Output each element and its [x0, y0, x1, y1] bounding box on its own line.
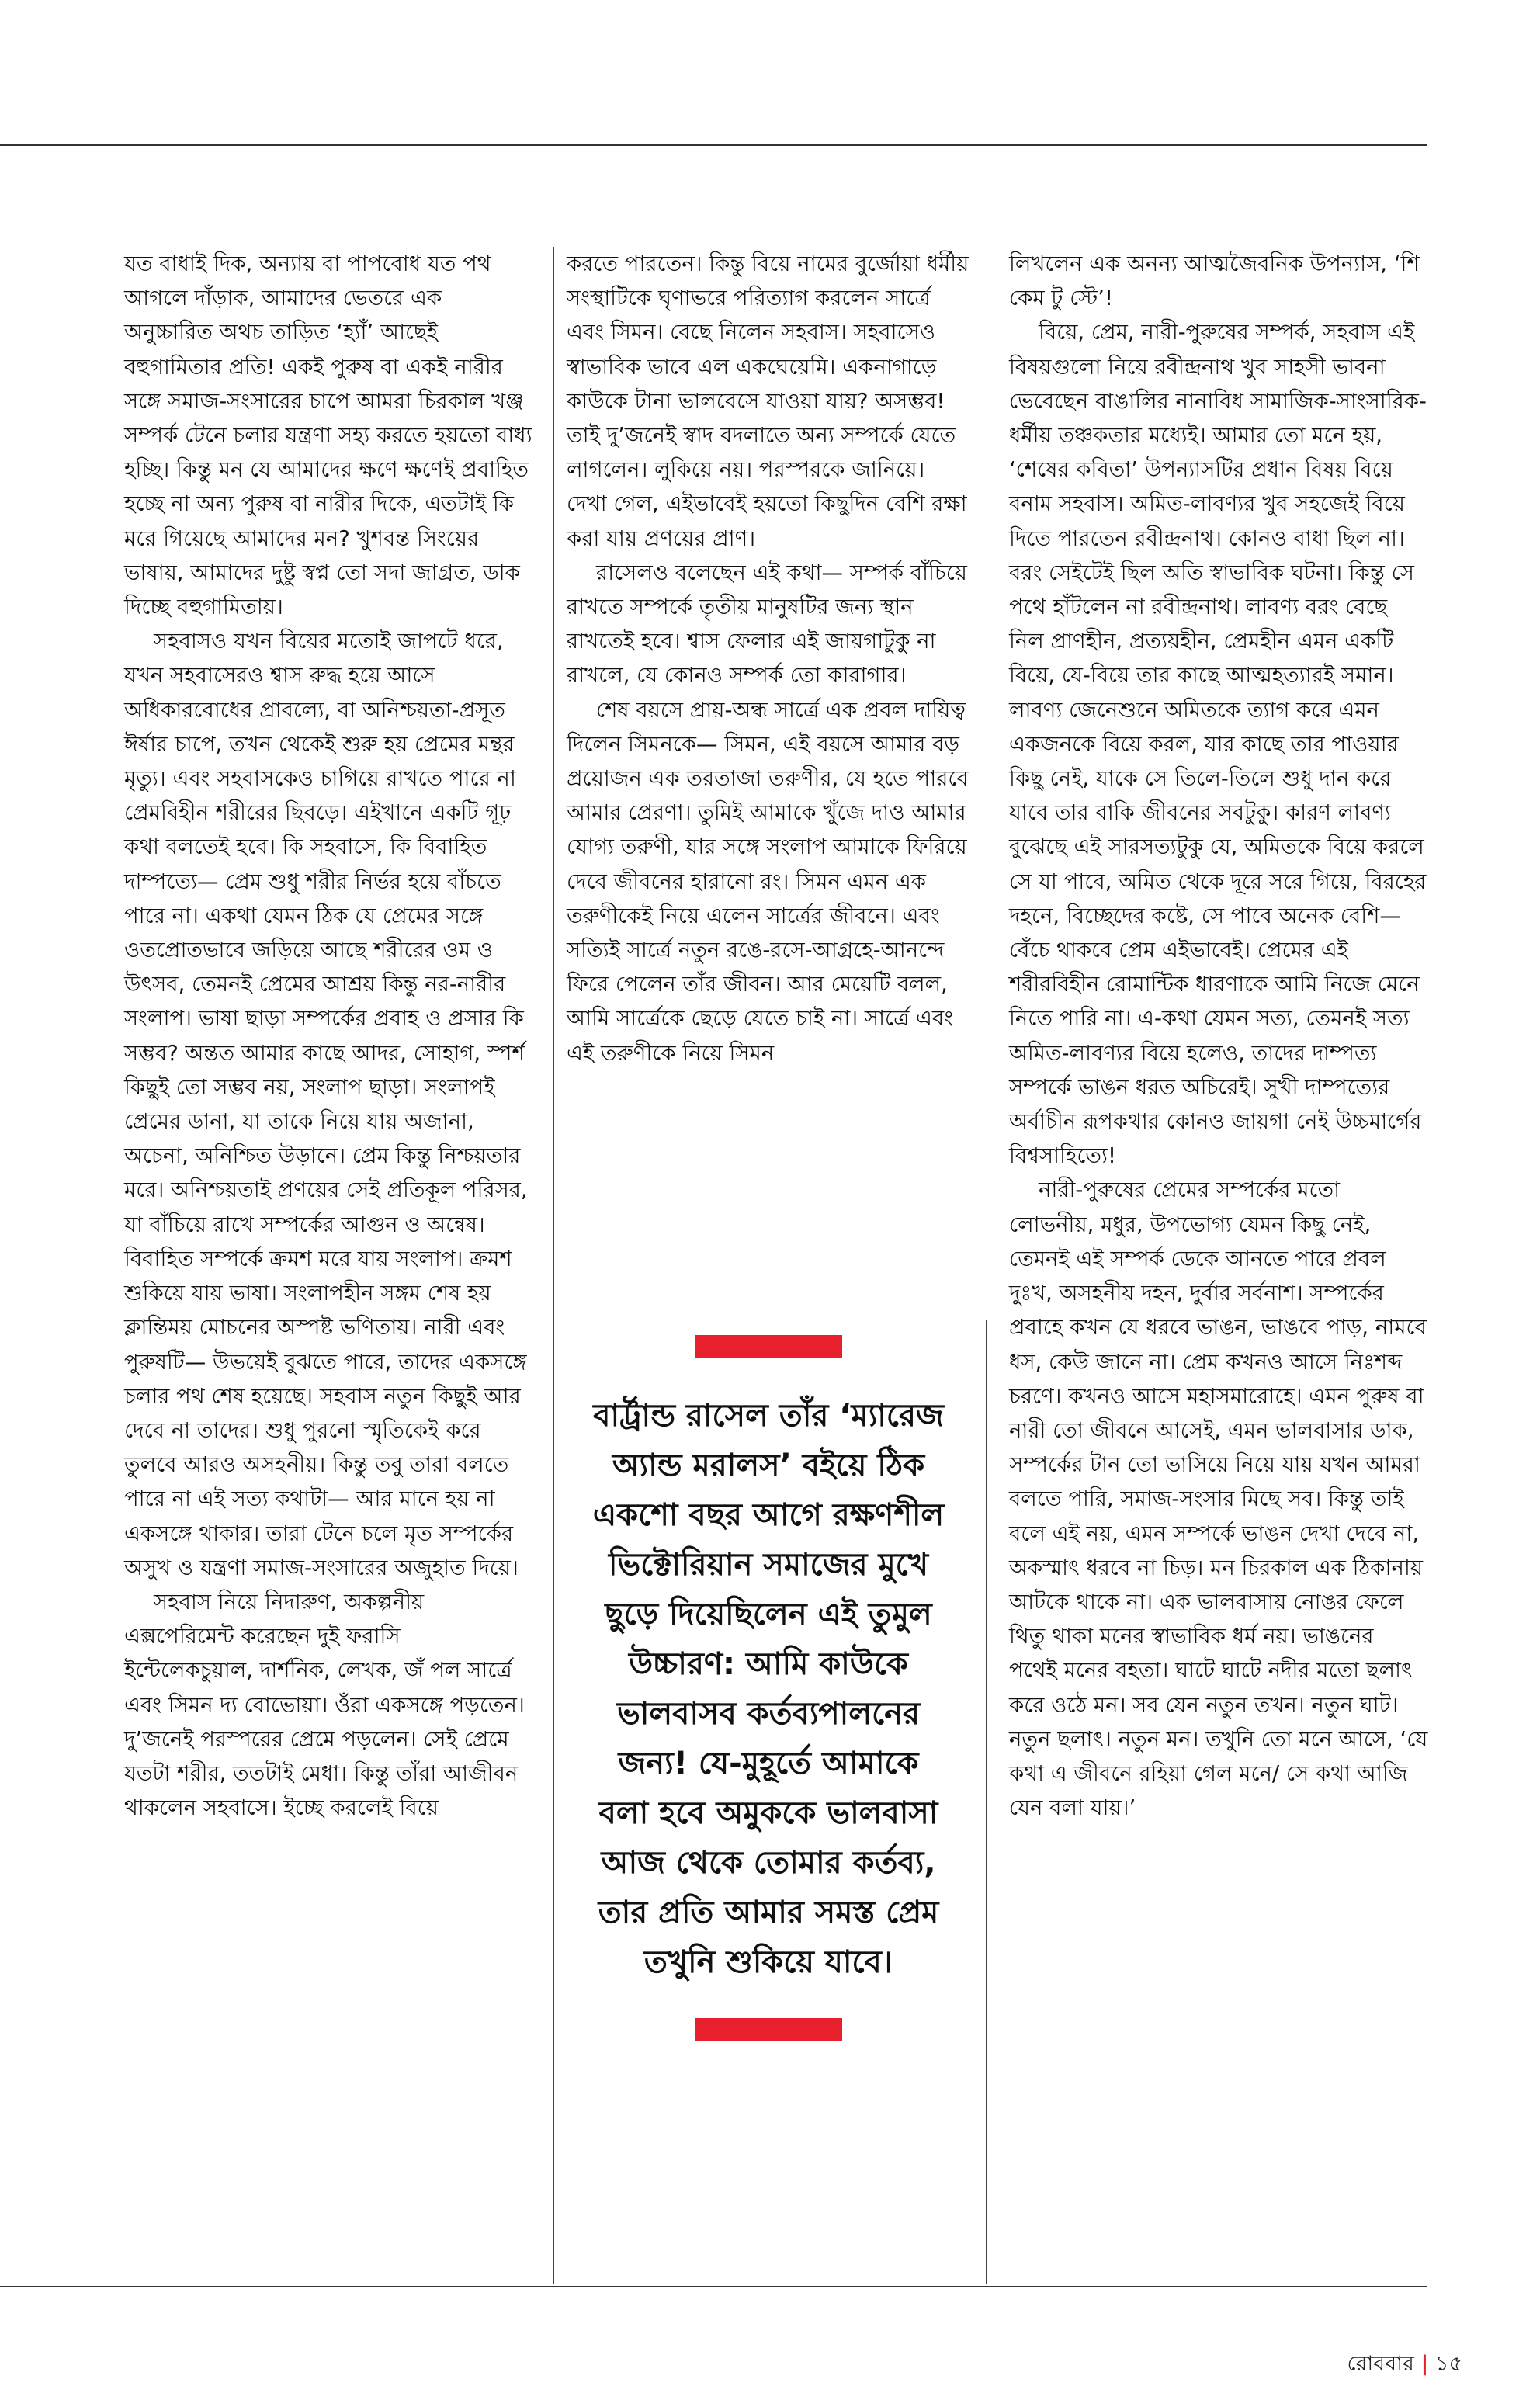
article-paragraph: সহবাসও যখন বিয়ের মতোই জাপটে ধরে, যখন সহবাসেরও শ্বাস রুদ্ধ হয়ে আসে অধিকারবোধের প্রাবল্যে, বা অনিশ্চয়তা-প্রসূত ঈর্ষার চাপে, তখন থেকেই শুরু হয় প্রেমের মন্থর মৃত্যু। এবং সহবাসকেও চাগিয়ে রাখতে পারে না প্রেমবিহীন শরীরের ছিবড়ে। এইখানে একটি গূঢ় কথা বলতেই হবে। কি সহবাসে, কি বিবাহিত দাম্পত্যে— প্রেম শুধু শরীর নির্ভর হয়ে বাঁচতে পারে না। একথা যেমন ঠিক যে প্রেমের সঙ্গে ওতপ্রোতভাবে জড়িয়ে আছে শরীরের ওম ও উৎসব, তেমনই প্রেমের আশ্রয় কিন্তু নর-নারীর সংলাপ। ভাষা ছাড়া সম্পর্কের প্রবাহ ও প্রসার কি সম্ভব? অন্তত আমার কাছে আদর, সোহাগ, স্পর্শ কিছুই তো সম্ভব নয়, সংলাপ ছাড়া। সংলাপই প্রেমের ডানা, যা তাকে নিয়ে যায় অজানা, অচেনা, অনিশ্চিত উড়ানে। প্রেম কিন্তু নিশ্চয়তার মরে। অনিশ্চয়তাই প্রণয়ের সেই প্রতিকূল পরিসর, যা বাঁচিয়ে রাখে সম্পর্কের আগুন ও অন্বেষ। বিবাহিত সম্পর্কে ক্রমশ মরে যায় সংলাপ। ক্রমশ শুকিয়ে যায় ভাষা। সংলাপহীন সঙ্গম শেষ হয় ক্লান্তিময় মোচনের অস্পষ্ট ভণিতায়। নারী এবং পুরুষটি— উভয়েই বুঝতে পারে, তাদের একসঙ্গে চলার পথ শেষ হয়েছে। সহবাস নতুন কিছুই আর দেবে না তাদের। শুধু পুরনো স্মৃতিকেই করে তুলবে আরও অসহনীয়। কিন্তু তবু তারা বলতে পারে না এই সত্য কথাটা— আর মানে হয় না একসঙ্গে থাকার। তারা টেনে চলে মৃত সম্পর্কের অসুখ ও যন্ত্রণা সমাজ-সংসারের অজুহাত দিয়ে। [124, 629, 528, 1580]
pull-quote: বার্ট্রান্ড রাসেল তাঁর ‘ম্যারেজ অ্যান্ড মরালস’ বইয়ে ঠিক একশো বছর আগে রক্ষণশীল ভিক্টোরিয়ান সমাজের মুখে ছুড়ে দিয়েছিলেন এই তুমুল উচ্চারণ: আমি কাউকে ভালবাসব কর্তব্যপালনের জন্য! যে-মুহূর্তে আমাকে বলা হবে অমুককে ভালবাসা আজ থেকে তোমার কর্তব্য, তার প্রতি আমার সমস্ত প্রেম তখুনি শুকিয়ে যাবে। [592, 1398, 945, 1980]
article-paragraph: রাসেলও বলেছেন এই কথা— সম্পর্ক বাঁচিয়ে রাখতে সম্পর্কে তৃতীয় মানুষটির জন্য স্থান রাখতেই হবে। শ্বাস ফেলার এই জায়গাটুকু না রাখলে, যে কোনও সম্পর্ক তো কারাগার। [567, 560, 967, 688]
column-divider-left [553, 247, 554, 2284]
pull-quote-top-bar [695, 1335, 842, 1358]
magazine-name: রোববার [1347, 2352, 1414, 2376]
article-paragraph: বিয়ে, প্রেম, নারী-পুরুষের সম্পর্ক, সহবাস এই বিষয়গুলো নিয়ে রবীন্দ্রনাথ খুব সাহসী ভাবনা ভেবেছেন বাঙালির নানাবিধ সামাজিক-সাংসারিক-ধর্মীয় তঞ্চকতার মধ্যেই। আমার তো মনে হয়, ‘শেষের কবিতা’ উপন্যাসটির প্রধান বিষয় বিয়ে বনাম সহবাস। অমিত-লাবণ্যর খুব সহজেই বিয়ে দিতে পারতেন রবীন্দ্রনাথ। কোনও বাধা ছিল না। বরং সেইটেই ছিল অতি স্বাভাবিক ঘটনা। কিন্তু সে পথে হাঁটলেন না রবীন্দ্রনাথ। লাবণ্য বরং বেছে নিল প্রাণহীন, প্রত্যয়হীন, প্রেমহীন এমন একটি বিয়ে, যে-বিয়ে তার কাছে আত্মহত্যারই সমান। লাবণ্য জেনেশুনে অমিতকে ত্যাগ করে এমন একজনকে বিয়ে করল, যার কাছে তার পাওয়ার কিছু নেই, যাকে সে তিলে-তিলে শুধু দান করে যাবে তার বাকি জীবনের সবটুকু। কারণ লাবণ্য বুঝেছে এই সারসত্যটুকু যে, অমিতকে বিয়ে করলে সে যা পাবে, অমিত থেকে দূরে সরে গিয়ে, বিরহের দহনে, বিচ্ছেদের কষ্টে, সে পাবে অনেক বেশি— বেঁচে থাকবে প্রেম এইভাবেই। প্রেমের এই শরীরবিহীন রোমান্টিক ধারণাকে আমি নিজে মেনে নিতে পারি না। এ-কথা যেমন সত্য, তেমনই সত্য অমিত-লাবণ্যর বিয়ে হলেও, তাদের দাম্পত্য সম্পর্কে ভাঙন ধরত অচিরেই। সুখী দাম্পত্যের অর্বাচীন রূপকথার কোনও জায়গা নেই উচ্চমার্গের বিশ্বসাহিত্যে! [1009, 320, 1427, 1169]
pull-quote-box [590, 1335, 947, 2041]
column-divider-right [986, 1320, 987, 2284]
article-paragraph: নারী-পুরুষের প্রেমের সম্পর্কের মতো লোভনীয়, মধুর, উপভোগ্য যেমন কিছু নেই, তেমনই এই সম্পর্ক ডেকে আনতে পারে প্রবল দুঃখ, অসহনীয় দহন, দুর্বার সর্বনাশ। সম্পর্কের প্রবাহে কখন যে ধরবে ভাঙন, ভাঙবে পাড়, নামবে ধস, কেউ জানে না। প্রেম কখনও আসে নিঃশব্দ চরণে। কখনও আসে মহাসমারোহে। এমন পুরুষ বা নারী তো জীবনে আসেই, এমন ভালবাসার ডাক, সম্পর্কের টান তো ভাসিয়ে নিয়ে যায় যখন আমরা বলতে পারি, সমাজ-সংসার মিছে সব। কিন্তু তাই বলে এই নয়, এমন সম্পর্কে ভাঙন দেখা দেবে না, অকস্মাৎ ধরবে না চিড়। মন চিরকাল এক ঠিকানায় আটকে থাকে না। এক ভালবাসায় নোঙর ফেলে থিতু থাকা মনের স্বাভাবিক ধর্ম নয়। ভাঙনের পথেই মনের বহতা। ঘাটে ঘাটে নদীর মতো ছলাৎ করে ওঠে মন। সব যেন নতুন তখন। নতুন ঘাট। নতুন ছলাৎ। নতুন মন। তখুনি তো মনে আসে, ‘যে কথা এ জীবনে রহিয়া গেল মনে/ সে কথা আজি যেন বলা যায়।’ [1009, 1177, 1428, 1821]
footer-separator: | [1420, 2352, 1429, 2376]
article-paragraph: লিখলেন এক অনন্য আত্মজৈবনিক উপন্যাস, ‘শি কেম টু স্টে’! [1009, 251, 1420, 311]
article-paragraph: সহবাস নিয়ে নিদারুণ, অকল্পনীয় এক্সপেরিমেন্ট করেছেন দুই ফরাসি ইন্টেলেকচুয়াল, দার্শনিক, লেখক, জঁ পল সার্ত্রে এবং সিমন দ্য বোভোয়া। ওঁরা একসঙ্গে পড়তেন। দু’জনেই পরস্পরের প্রেমে পড়লেন। সেই প্রেমে যতটা শরীর, ততটাই মেধা। কিন্তু তাঁরা আজীবন থাকলেন সহবাসে। ইচ্ছে করলেই বিয়ে [124, 1589, 525, 1821]
article-column-2 [567, 247, 970, 1070]
article-column-1 [124, 247, 536, 1825]
top-rule [0, 144, 1427, 146]
article-column-3 [1009, 247, 1428, 1825]
bottom-rule [0, 2286, 1427, 2287]
page-number: ১৫ [1434, 2352, 1462, 2376]
pull-quote-bottom-bar [695, 2018, 842, 2041]
article-paragraph: শেষ বয়সে প্রায়-অন্ধ সার্ত্রে এক প্রবল দায়িত্ব দিলেন সিমনকে— সিমন, এই বয়সে আমার বড় প্রয়োজন এক তরতাজা তরুণীর, যে হতে পারবে আমার প্রেরণা। তুমিই আমাকে খুঁজে দাও আমার যোগ্য তরুণী, যার সঙ্গে সংলাপ আমাকে ফিরিয়ে দেবে জীবনের হারানো রং। সিমন এমন এক তরুণীকেই নিয়ে এলেন সার্ত্রের জীবনে। এবং সত্যিই সার্ত্রে নতুন রঙে-রসে-আগ্রহে-আনন্দে ফিরে পেলেন তাঁর জীবন। আর মেয়েটি বলল, আমি সার্ত্রেকে ছেড়ে যেতে চাই না। সার্ত্রে এবং এই তরুণীকে নিয়ে সিমন [567, 697, 969, 1066]
page-footer [1348, 2348, 1462, 2383]
article-paragraph: করতে পারতেন। কিন্তু বিয়ে নামের বুর্জোয়া ধর্মীয় সংস্থাটিকে ঘৃণাভরে পরিত্যাগ করলেন সার্ত্রে এবং সিমন। বেছে নিলেন সহবাস। সহবাসেও স্বাভাবিক ভাবে এল একঘেয়েমি। একনাগাড়ে কাউকে টানা ভালবেসে যাওয়া যায়? অসম্ভব! তাই দু’জনেই স্বাদ বদলাতে অন্য সম্পর্কে যেতে লাগলেন। লুকিয়ে নয়। পরস্পরকে জানিয়ে। দেখা গেল, এইভাবেই হয়তো কিছুদিন বেশি রক্ষা করা যায় প্রণয়ের প্রাণ। [567, 251, 969, 551]
article-paragraph: যত বাধাই দিক, অন্যায় বা পাপবোধ যত পথ আগলে দাঁড়াক, আমাদের ভেতরে এক অনুচ্চারিত অথচ তাড়িত ‘হ্যাঁ’ আছেই বহুগামিতার প্রতি! একই পুরুষ বা একই নারীর সঙ্গে সমাজ-সংসারের চাপে আমরা চিরকাল খঞ্জ সম্পর্ক টেনে চলার যন্ত্রণা সহ্য করতে হয়তো বাধ্য হচ্ছি। কিন্তু মন যে আমাদের ক্ষণে ক্ষণেই প্রবাহিত হচ্ছে না অন্য পুরুষ বা নারীর দিকে, এতটাই কি মরে গিয়েছে আমাদের মন? খুশবন্ত সিংয়ের ভাষায়, আমাদের দুষ্টু স্বপ্ন তো সদা জাগ্রত, ডাক দিচ্ছে বহুগামিতায়। [124, 251, 532, 620]
